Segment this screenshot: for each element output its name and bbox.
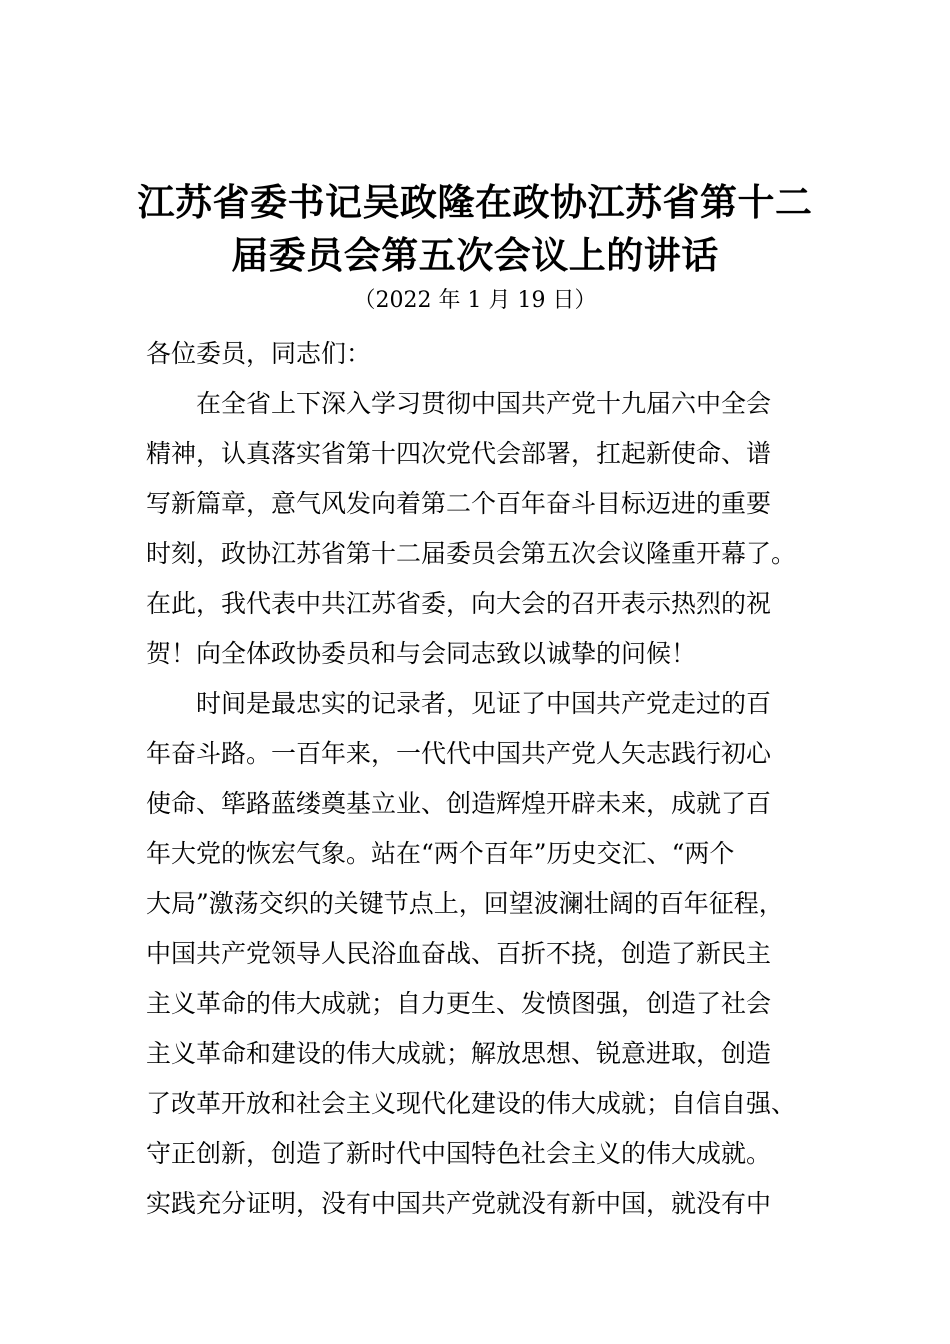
paragraph-2-line-6: 中国共产党领导人民浴血奋战、百折不挠，创造了新民主 — [146, 939, 772, 968]
paragraph-2-line-2: 年奋斗路。一百年来，一代代中国共产党人矢志践行初心 — [146, 739, 772, 768]
paragraph-2-line-3: 使命、筚路蓝缕奠基立业、创造辉煌开辟未来，成就了百 — [146, 789, 772, 818]
paragraph-2-line-4: 年大党的恢宏气象。站在“两个百年”历史交汇、“两个 — [146, 839, 735, 868]
paragraph-1-line-5: 在此，我代表中共江苏省委，向大会的召开表示热烈的祝 — [146, 589, 772, 618]
title-line-2: 届委员会第五次会议上的讲话 — [231, 234, 719, 277]
paragraph-1-line-4: 时刻，政协江苏省第十二届委员会第五次会议隆重开幕了。 — [146, 539, 797, 568]
salutation: 各位委员，同志们： — [146, 339, 372, 368]
paragraph-2-line-5: 大局”激荡交织的关键节点上，回望波澜壮阔的百年征程， — [146, 889, 784, 918]
paragraph-2-line-1: 时间是最忠实的记录者，见证了中国共产党走过的百 — [196, 689, 772, 718]
paragraph-1-line-1: 在全省上下深入学习贯彻中国共产党十九届六中全会 — [196, 389, 772, 418]
paragraph-2-line-9: 了改革开放和社会主义现代化建设的伟大成就；自信自强、 — [146, 1089, 797, 1118]
paragraph-1-line-2: 精神，认真落实省第十四次党代会部署，扛起新使命、谱 — [146, 439, 772, 468]
paragraph-2-line-10: 守正创新，创造了新时代中国特色社会主义的伟大成就。 — [146, 1139, 772, 1168]
paragraph-1-line-3: 写新篇章，意气风发向着第二个百年奋斗目标迈进的重要 — [146, 489, 772, 518]
paragraph-1-line-6: 贺！向全体政协委员和与会同志致以诚挚的问候！ — [146, 639, 697, 668]
document-date: （2022 年 1 月 19 日） — [353, 288, 597, 313]
document-title — [130, 176, 820, 282]
paragraph-2-line-8: 主义革命和建设的伟大成就；解放思想、锐意进取，创造 — [146, 1039, 772, 1068]
paragraph-2-line-7: 主义革命的伟大成就；自力更生、发愤图强，创造了社会 — [146, 989, 772, 1018]
title-line-1: 江苏省委书记吴政隆在政协江苏省第十二 — [137, 181, 813, 224]
paragraph-2-line-11: 实践充分证明，没有中国共产党就没有新中国，就没有中 — [146, 1189, 772, 1218]
